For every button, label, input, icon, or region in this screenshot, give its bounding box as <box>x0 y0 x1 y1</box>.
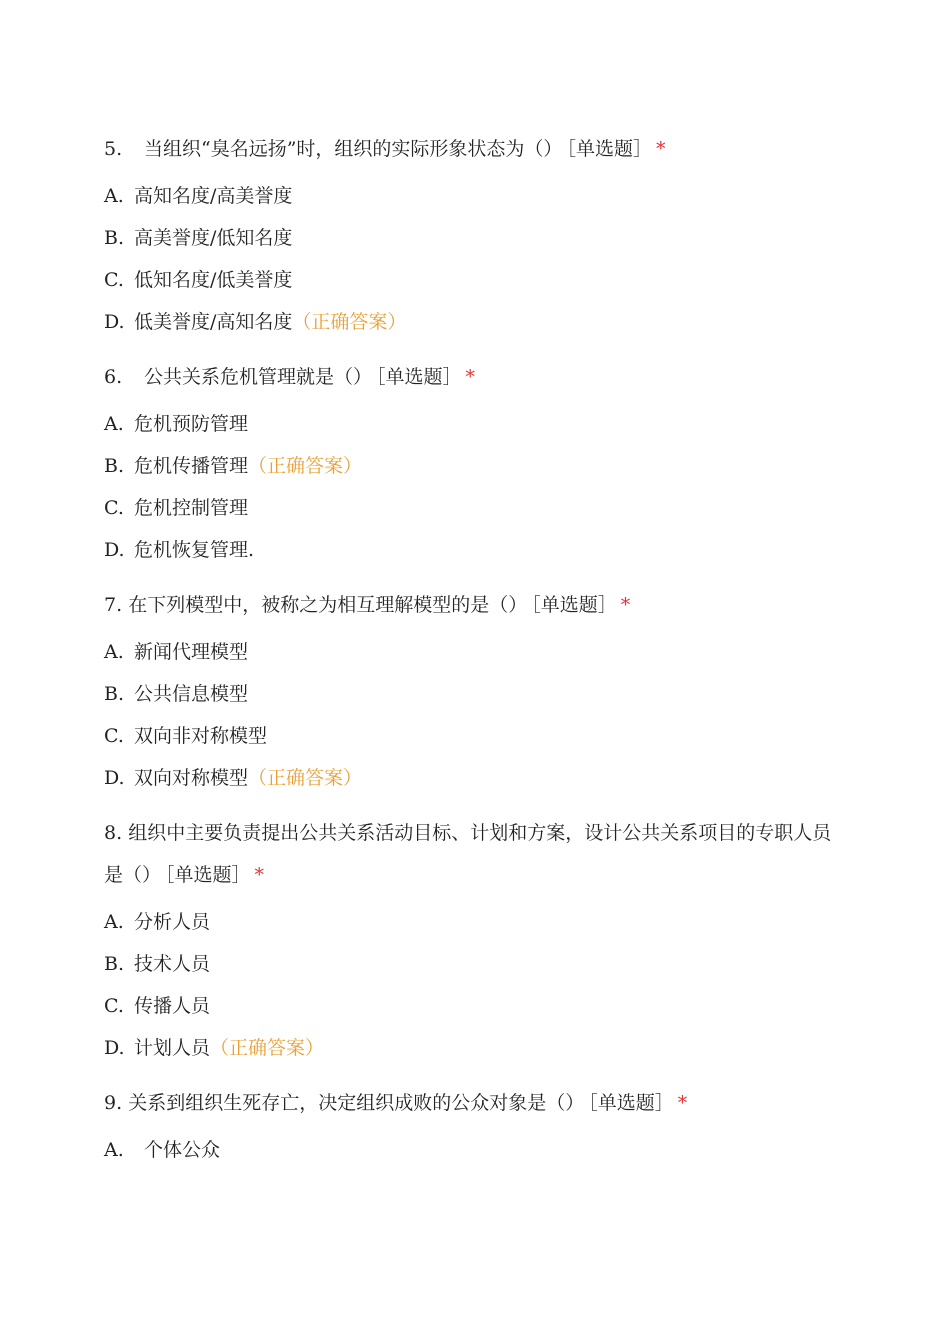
option-letter: A. <box>104 641 124 663</box>
question-number: 9. <box>104 1092 123 1114</box>
option-text: 计划人员 <box>134 1037 211 1059</box>
question-7 <box>104 584 849 799</box>
option-letter: C. <box>104 269 124 291</box>
option-a <box>104 1129 849 1171</box>
required-mark: * <box>655 138 666 160</box>
required-mark: * <box>620 594 631 616</box>
option-c <box>104 259 849 301</box>
option-text: 个体公众 <box>144 1139 221 1161</box>
question-text: 组织中主要负责提出公共关系活动目标、计划和方案，设计公共关系项目的专职人员是（） <box>104 822 832 886</box>
option-letter: B. <box>104 455 125 477</box>
option-letter: A. <box>104 185 124 207</box>
correct-answer-label: （正确答案） <box>248 767 363 789</box>
option-letter: D. <box>104 1037 125 1059</box>
option-letter: C. <box>104 725 124 747</box>
option-c <box>104 487 849 529</box>
option-text: 高知名度/高美誉度 <box>134 185 293 207</box>
option-c <box>104 985 849 1027</box>
option-c <box>104 715 849 757</box>
required-mark: * <box>465 366 476 388</box>
option-letter: A. <box>104 911 124 933</box>
option-text: 新闻代理模型 <box>134 641 249 663</box>
option-b <box>104 217 849 259</box>
option-text: 低知名度/低美誉度 <box>134 269 293 291</box>
question-stem <box>104 812 849 896</box>
required-mark: * <box>254 864 265 886</box>
option-letter: B. <box>104 953 125 975</box>
option-d <box>104 301 849 343</box>
option-letter: D. <box>104 767 125 789</box>
option-b <box>104 673 849 715</box>
question-text: 在下列模型中，被称之为相互理解模型的是（） <box>128 594 528 616</box>
question-5 <box>104 128 849 343</box>
correct-answer-label: （正确答案） <box>248 455 363 477</box>
option-letter: D. <box>104 539 125 561</box>
question-number: 8. <box>104 822 123 844</box>
option-letter: D. <box>104 311 125 333</box>
option-letter: A. <box>104 413 124 435</box>
question-8 <box>104 812 849 1069</box>
option-letter: B. <box>104 227 125 249</box>
question-stem <box>104 128 849 170</box>
question-text: 当组织“臭名远扬”时，组织的实际形象状态为（） <box>144 138 563 160</box>
option-text: 分析人员 <box>134 911 211 933</box>
option-letter: C. <box>104 995 124 1017</box>
question-number: 7. <box>104 594 123 616</box>
option-text: 危机恢复管理. <box>134 539 255 561</box>
option-text: 双向非对称模型 <box>134 725 268 747</box>
option-a <box>104 175 849 217</box>
option-text: 传播人员 <box>134 995 211 1017</box>
option-letter: B. <box>104 683 125 705</box>
option-d <box>104 529 849 571</box>
option-text: 低美誉度/高知名度 <box>134 311 293 333</box>
question-stem <box>104 356 849 398</box>
option-text: 危机控制管理 <box>134 497 249 519</box>
required-mark: * <box>677 1092 688 1114</box>
question-text: 公共关系危机管理就是（） <box>144 366 373 388</box>
question-text: 关系到组织生死存亡，决定组织成败的公众对象是（） <box>128 1092 585 1114</box>
option-text: 危机传播管理 <box>134 455 249 477</box>
option-text: 双向对称模型 <box>134 767 249 789</box>
question-type: ［单选题］ <box>376 366 462 388</box>
option-text: 高美誉度/低知名度 <box>134 227 293 249</box>
question-type: ［单选题］ <box>531 594 617 616</box>
question-number: 6. <box>104 366 123 388</box>
question-type: ［单选题］ <box>165 864 251 886</box>
question-list <box>104 128 849 1184</box>
option-letter: A. <box>104 1139 124 1161</box>
question-stem <box>104 584 849 626</box>
question-stem <box>104 1082 849 1124</box>
option-text: 技术人员 <box>134 953 211 975</box>
correct-answer-label: （正确答案） <box>210 1037 325 1059</box>
option-b <box>104 445 849 487</box>
option-text: 公共信息模型 <box>134 683 249 705</box>
question-9 <box>104 1082 849 1171</box>
question-type: ［单选题］ <box>588 1092 674 1114</box>
correct-answer-label: （正确答案） <box>292 311 407 333</box>
option-d <box>104 1027 849 1069</box>
question-number: 5. <box>104 138 123 160</box>
option-a <box>104 631 849 673</box>
question-6 <box>104 356 849 571</box>
option-a <box>104 901 849 943</box>
option-text: 危机预防管理 <box>134 413 249 435</box>
option-d <box>104 757 849 799</box>
option-b <box>104 943 849 985</box>
option-letter: C. <box>104 497 124 519</box>
question-type: ［单选题］ <box>566 138 652 160</box>
option-a <box>104 403 849 445</box>
